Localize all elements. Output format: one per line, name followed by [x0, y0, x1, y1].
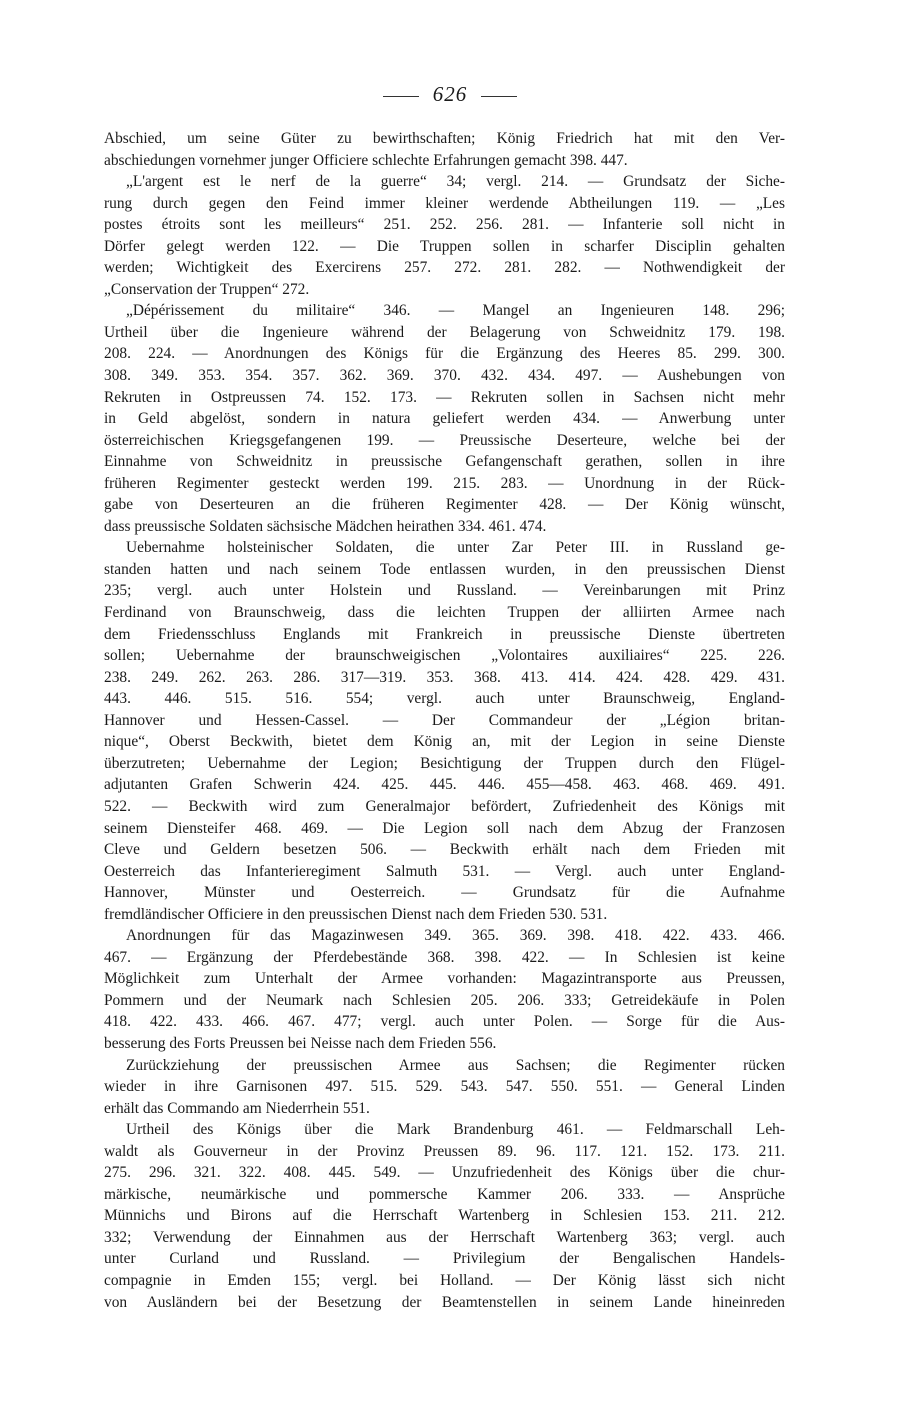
text-line: von Ausländern bei der Besetzung der Beamtenstellen in seinem Lande hineinreden [104, 1293, 785, 1311]
text-line: Urtheil über die Ingenieure während der Belagerung von Schweidnitz 179. 198. [104, 323, 785, 341]
text-line: unter Curland und Russland. — Privilegium der Bengalischen Handels- [104, 1250, 785, 1268]
text-line: Möglichkeit zum Unterhalt der Armee vorhanden: Magazintransporte aus Preussen, [104, 970, 785, 988]
text-line: Uebernahme holsteinischer Soldaten, die unter Zar Peter III. in Russland ge- [126, 539, 785, 557]
text-line: Oesterreich das Infanterieregiment Salmuth 531. — Vergl. auch unter England- [104, 862, 785, 880]
text-line: adjutanten Grafen Schwerin 424. 425. 445. 446. 455—458. 463. 468. 469. 491. [104, 776, 785, 794]
text-line: 235; vergl. auch unter Holstein und Russland. — Vereinbarungen mit Prinz [104, 582, 785, 600]
text-line: in Geld abgelöst, sondern in natura geliefert werden 434. — Anwerbung unter [104, 410, 785, 428]
text-line: 275. 296. 321. 322. 408. 445. 549. — Unzufriedenheit des Königs über die chur- [104, 1164, 785, 1182]
text-line: wieder in ihre Garnisonen 497. 515. 529. 543. 547. 550. 551. — General Linden [104, 1078, 785, 1096]
text-line: Urtheil des Königs über die Mark Brandenburg 461. — Feldmarschall Leh- [126, 1121, 785, 1139]
text-line: rung durch gegen den Feind immer kleiner werdende Abtheilungen 119. — „Les [104, 194, 785, 212]
text-line: Abschied, um seine Güter zu bewirthschaften; König Friedrich hat mit den Ver- [104, 130, 785, 147]
text-line: gabe von Deserteuren an die früheren Regimenter 428. — Der König wünscht, [104, 496, 785, 514]
page-header [0, 82, 900, 107]
text-line: Dörfer gelegt werden 122. — Die Truppen sollen in scharfer Disciplin gehalten [104, 237, 785, 255]
text-line: überzutreten; Uebernahme der Legion; Besichtigung der Truppen durch den Flügel- [104, 754, 785, 772]
page-number: 626 [432, 82, 468, 106]
text-line: Münnichs und Birons auf die Herrschaft Wartenberg in Schlesien 153. 211. 212. [104, 1207, 785, 1225]
text-line: 238. 249. 262. 263. 286. 317—319. 353. 368. 413. 414. 424. 428. 429. 431. [104, 668, 785, 686]
text-line: Rekruten in Ostpreussen 74. 152. 173. — Rekruten sollen in Sachsen nicht mehr [104, 388, 785, 406]
text-line: 418. 422. 433. 466. 467. 477; vergl. auch unter Polen. — Sorge für die Aus- [104, 1013, 785, 1031]
text-line: Cleve und Geldern besetzen 506. — Beckwith erhält nach dem Frieden mit [104, 841, 785, 859]
text-line: werden; Wichtigkeit des Exercirens 257. 272. 281. 282. — Nothwendigkeit der [104, 259, 785, 277]
text-line: „L'argent est le nerf de la guerre“ 34; vergl. 214. — Grundsatz der Siche- [126, 173, 785, 191]
text-line: österreichischen Kriegsgefangenen 199. — Preussische Deserteure, welche bei der [104, 431, 785, 449]
text-line: seinem Diensteifer 468. 469. — Die Legion soll nach dem Abzug der Franzosen [104, 819, 785, 837]
text-line: dass preussische Soldaten sächsische Mädchen heirathen 334. 461. 474. [104, 517, 547, 535]
text-line: dem Friedensschluss Englands mit Frankreich in preussische Dienste übertreten [104, 625, 785, 643]
text-line: abschiedungen vornehmer junger Officiere schlechte Erfahrungen gemacht 398. 447. [104, 151, 628, 169]
text-line: märkische, neumärkische und pommersche Kammer 206. 333. — Ansprüche [104, 1185, 785, 1203]
text-line: Hannover und Hessen-Cassel. — Der Commandeur der „Légion britan- [104, 711, 785, 729]
text-line: postes étroits sont les meilleurs“ 251. 252. 256. 281. — Infanterie soll nicht in [104, 216, 785, 234]
text-line: nique“, Oberst Beckwith, bietet dem König an, mit der Legion in seine Dienste [104, 733, 785, 751]
text-line: Einnahme von Schweidnitz in preussische Gefangenschaft gerathen, sollen in ihre [104, 453, 785, 471]
text-line: waldt als Gouverneur in der Provinz Preussen 89. 96. 117. 121. 152. 173. 211. [104, 1142, 785, 1160]
text-line: standen hatten und nach seinem Tode entlassen wurden, in den preussischen Dienst [104, 560, 785, 578]
text-line: „Conservation der Truppen“ 272. [104, 280, 310, 298]
text-line: Pommern und der Neumark nach Schlesien 205. 206. 333; Getreidekäufe in Polen [104, 991, 785, 1009]
index-text-body [104, 128, 785, 1313]
header-rule-right [481, 96, 517, 97]
text-line: 308. 349. 353. 354. 357. 362. 369. 370. 432. 434. 497. — Aushebungen von [104, 367, 785, 385]
text-line: Ferdinand von Braunschweig, dass die leichten Truppen der alliirten Armee nach [104, 604, 785, 622]
text-line: 443. 446. 515. 516. 554; vergl. auch unter Braunschweig, England- [104, 690, 785, 708]
text-line: sollen; Uebernahme der braunschweigischen „Volontaires auxiliaires“ 225. 226. [104, 647, 785, 665]
header-rule-left [383, 96, 419, 97]
text-line: früheren Regimenter gesteckt werden 199. 215. 283. — Unordnung in der Rück- [104, 474, 785, 492]
text-line: besserung des Forts Preussen bei Neisse nach dem Frieden 556. [104, 1034, 497, 1052]
text-line: Anordnungen für das Magazinwesen 349. 365. 369. 398. 418. 422. 433. 466. [126, 927, 785, 945]
text-line: compagnie in Emden 155; vergl. bei Holland. — Der König lässt sich nicht [104, 1271, 785, 1289]
text-line: „Dépérissement du militaire“ 346. — Mangel an Ingenieuren 148. 296; [126, 302, 785, 320]
text-line: 208. 224. — Anordnungen des Königs für die Ergänzung des Heeres 85. 299. 300. [104, 345, 785, 363]
text-line: 332; Verwendung der Einnahmen aus der Herrschaft Wartenberg 363; vergl. auch [104, 1228, 785, 1246]
text-line: fremdländischer Officiere in den preussischen Dienst nach dem Frieden 530. 531. [104, 905, 608, 923]
text-line: 467. — Ergänzung der Pferdebestände 368. 398. 422. — In Schlesien ist keine [104, 948, 785, 966]
text-line: Zurückziehung der preussischen Armee aus Sachsen; die Regimenter rücken [126, 1056, 785, 1074]
text-line: 522. — Beckwith wird zum Generalmajor befördert, Zufriedenheit des Königs mit [104, 797, 785, 815]
text-line: erhält das Commando am Niederrhein 551. [104, 1099, 370, 1117]
text-line: Hannover, Münster und Oesterreich. — Grundsatz für die Aufnahme [104, 884, 785, 902]
